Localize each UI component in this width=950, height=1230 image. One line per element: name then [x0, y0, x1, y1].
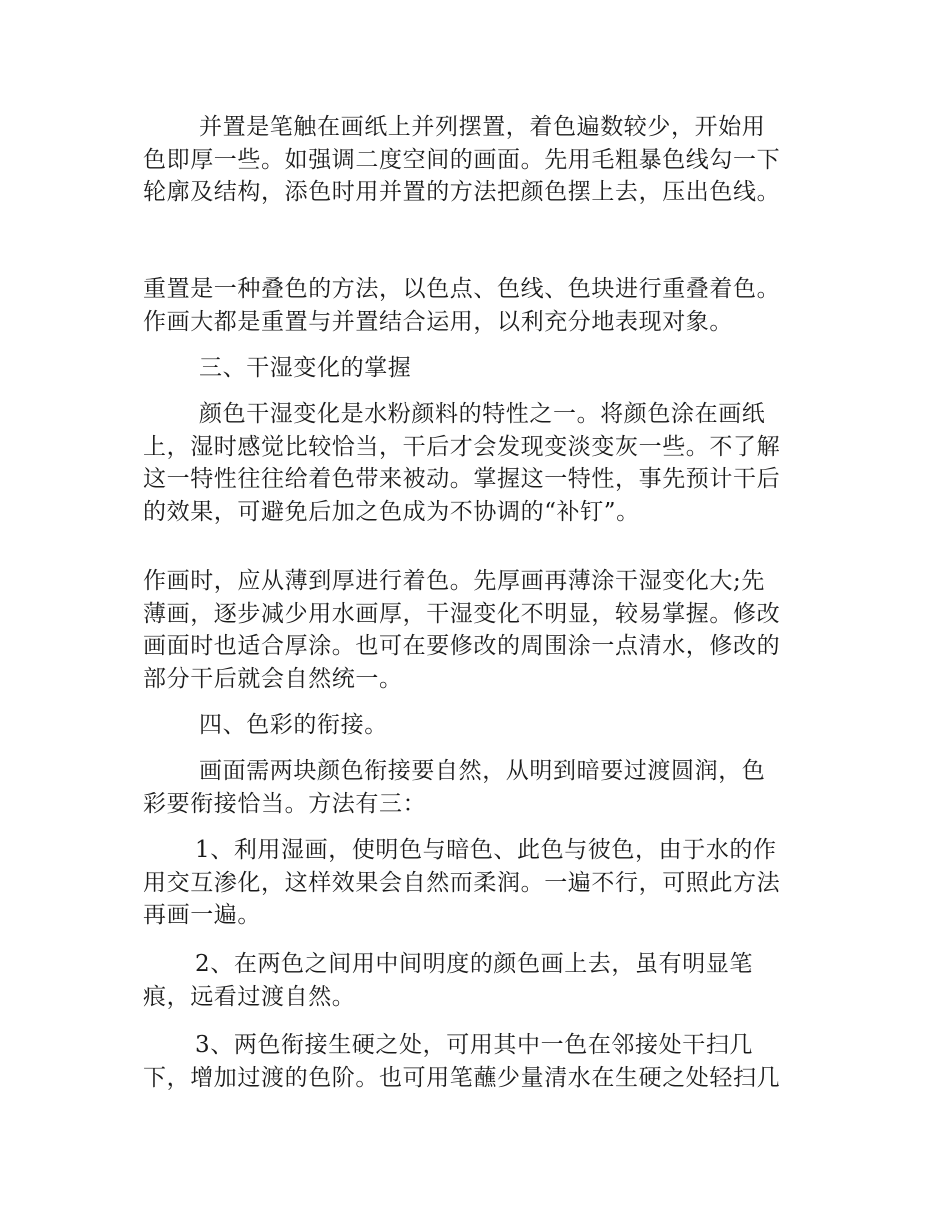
section-heading-color-transition [143, 709, 813, 742]
text-line: 这一特性往往给着色带来被动。掌握这一特性，事先预计干后 [143, 466, 781, 492]
text-line: 色即厚一些。如强调二度空间的画面。先用毛粗暴色线勾一下 [143, 146, 781, 173]
text-line: 下，增加过渡的色阶。也可用笔蘸少量清水在生硬之处轻扫几 [143, 1064, 781, 1091]
text-line: 并置是笔触在画纸上并列摆置，着色遍数较少，开始用 [199, 114, 766, 140]
text-line: 颜色干湿变化是水粉颜料的特性之一。将颜色涂在画纸 [199, 401, 766, 427]
section-heading-wet-dry [143, 352, 813, 385]
heading-text: 三、干湿变化的掌握 [199, 355, 412, 381]
text-line: 轮廓及结构，添色时用并置的方法把颜色摆上去，压出色线。 [143, 179, 781, 205]
text-line: 2、在两色之间用中间明度的颜色画上去，虽有明显笔 [195, 951, 754, 977]
text-line: 画面时也适合厚涂。也可在要修改的周围涂一点清水，修改的 [143, 633, 781, 659]
text-line: 用交互渗化，这样效果会自然而柔润。一遍不行，可照此方法 [143, 869, 781, 896]
text-line: 彩要衔接恰当。方法有三： [143, 790, 427, 817]
text-line: 部分干后就会自然统一。 [143, 665, 403, 692]
text-line: 的效果，可避免后加之色成为不协调的“补钉”。 [143, 498, 640, 525]
paragraph-transition-intro [143, 755, 813, 820]
text-line: 3、两色衔接生硬之处，可用其中一色在邻接处干扫几 [195, 1032, 754, 1058]
paragraph-overlay [143, 273, 813, 338]
paragraph-juxtaposition [143, 111, 813, 209]
text-line: 痕，远看过渡自然。 [143, 983, 356, 1010]
text-line: 薄画，逐步减少用水画厚，干湿变化不明显，较易掌握。修改 [143, 600, 781, 627]
heading-text: 四、色彩的衔接。 [199, 712, 388, 738]
text-line: 作画大都是重置与并置结合运用，以利充分地表现对象。 [143, 308, 733, 335]
paragraph-method-1 [143, 834, 813, 932]
text-line: 1、利用湿画，使明色与暗色、此色与彼色，由于水的作 [195, 837, 777, 863]
text-line: 上，湿时感觉比较恰当，干后才会发现变淡变灰一些。不了解 [143, 433, 781, 460]
paragraph-method-2 [143, 948, 813, 1013]
paragraph-thin-to-thick [143, 565, 813, 695]
text-line: 再画一遍。 [143, 902, 261, 928]
text-line: 画面需两块颜色衔接要自然，从明到暗要过渡圆润，色 [199, 758, 766, 784]
paragraph-method-3 [143, 1029, 813, 1094]
text-line: 作画时，应从薄到厚进行着色。先厚画再薄涂干湿变化大;先 [143, 568, 765, 594]
text-line: 重置是一种叠色的方法，以色点、色线、色块进行重叠着色。 [143, 276, 781, 302]
paragraph-wet-dry [143, 398, 813, 528]
